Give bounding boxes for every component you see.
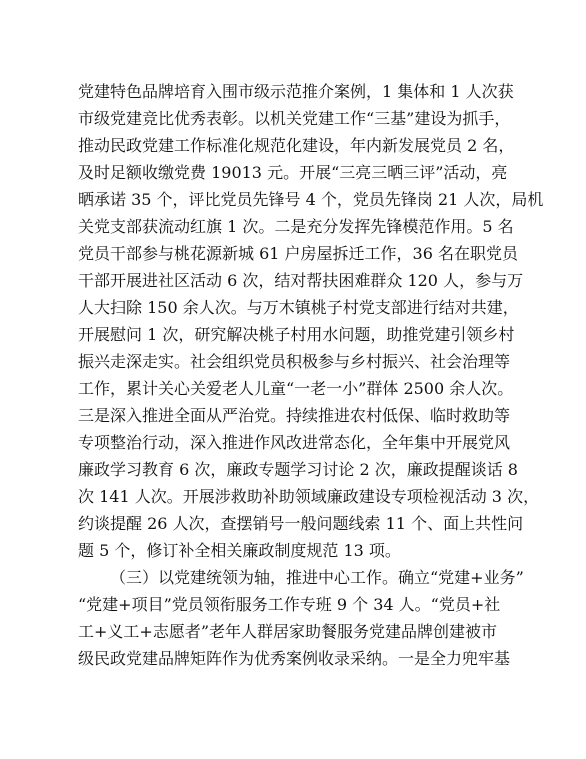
text-line: 市级党建竞比优秀表彰。以机关党建工作“三基”建设为抓手， — [78, 109, 511, 128]
text-line: 三是深入推进全面从严治党。持续推进农村低保、临时救助等 — [78, 406, 511, 425]
text-line: 人大扫除 150 余人次。与万木镇桃子村党支部进行结对共建， — [78, 298, 519, 317]
text-line: 级民政党建品牌矩阵作为优秀案例收录采纳。一是全力兜牢基 — [78, 649, 511, 668]
text-line: 党员干部参与桃花源新城 61 户房屋拆迁工作，36 名在职党员 — [78, 244, 518, 263]
text-line: 工+义工+志愿者”老年人群居家助餐服务党建品牌创建被市 — [78, 622, 497, 641]
text-line: 约谈提醒 26 人次，查摆销号一般问题线索 11 个、面上共性问 — [78, 514, 524, 533]
text-line: 开展慰问 1 次，研究解决桃子村用水问题，助推党建引领乡村 — [78, 325, 515, 344]
text-line: 干部开展进社区活动 6 次，结对帮扶困难群众 120 人，参与万 — [78, 271, 524, 290]
text-line: 关党支部获流动红旗 1 次。二是充分发挥先锋模范作用。5 名 — [78, 217, 514, 236]
text-line: 及时足额收缴党费 19013 元。开展“三亮三晒三评”活动，亮 — [78, 163, 508, 182]
text-line: 题 5 个，修订补全相关廉政制度规范 13 项。 — [78, 541, 401, 560]
text-line: 次 141 人次。开展涉救助补助领域廉政建设专项检视活动 3 次， — [78, 487, 540, 506]
text-line: 党建特色品牌培育入围市级示范推介案例，1 集体和 1 人次获 — [78, 82, 514, 101]
text-line: 推动民政党建工作标准化规范化建设，年内新发展党员 2 名， — [78, 136, 515, 155]
text-line: “党建+项目”党员领衔服务工作专班 9 个 34 人。“党员+社 — [78, 595, 501, 614]
text-line: 振兴走深走实。社会组织党员积极参与乡村振兴、社会治理等 — [78, 352, 511, 371]
text-line: 工作，累计关心关爱老人儿童“一老一小”群体 2500 余人次。 — [78, 379, 514, 398]
text-line: 晒承诺 35 个，评比党员先锋号 4 个，党员先锋岗 21 人次，局机 — [78, 190, 544, 209]
section-heading-line: （三）以党建统领为轴，推进中心工作。确立“党建+业务” — [110, 568, 524, 587]
text-line: 专项整治行动，深入推进作风改进常态化，全年集中开展党风 — [78, 433, 511, 452]
text-line: 廉政学习教育 6 次，廉政专题学习讨论 2 次，廉政提醒谈话 8 — [78, 460, 518, 479]
